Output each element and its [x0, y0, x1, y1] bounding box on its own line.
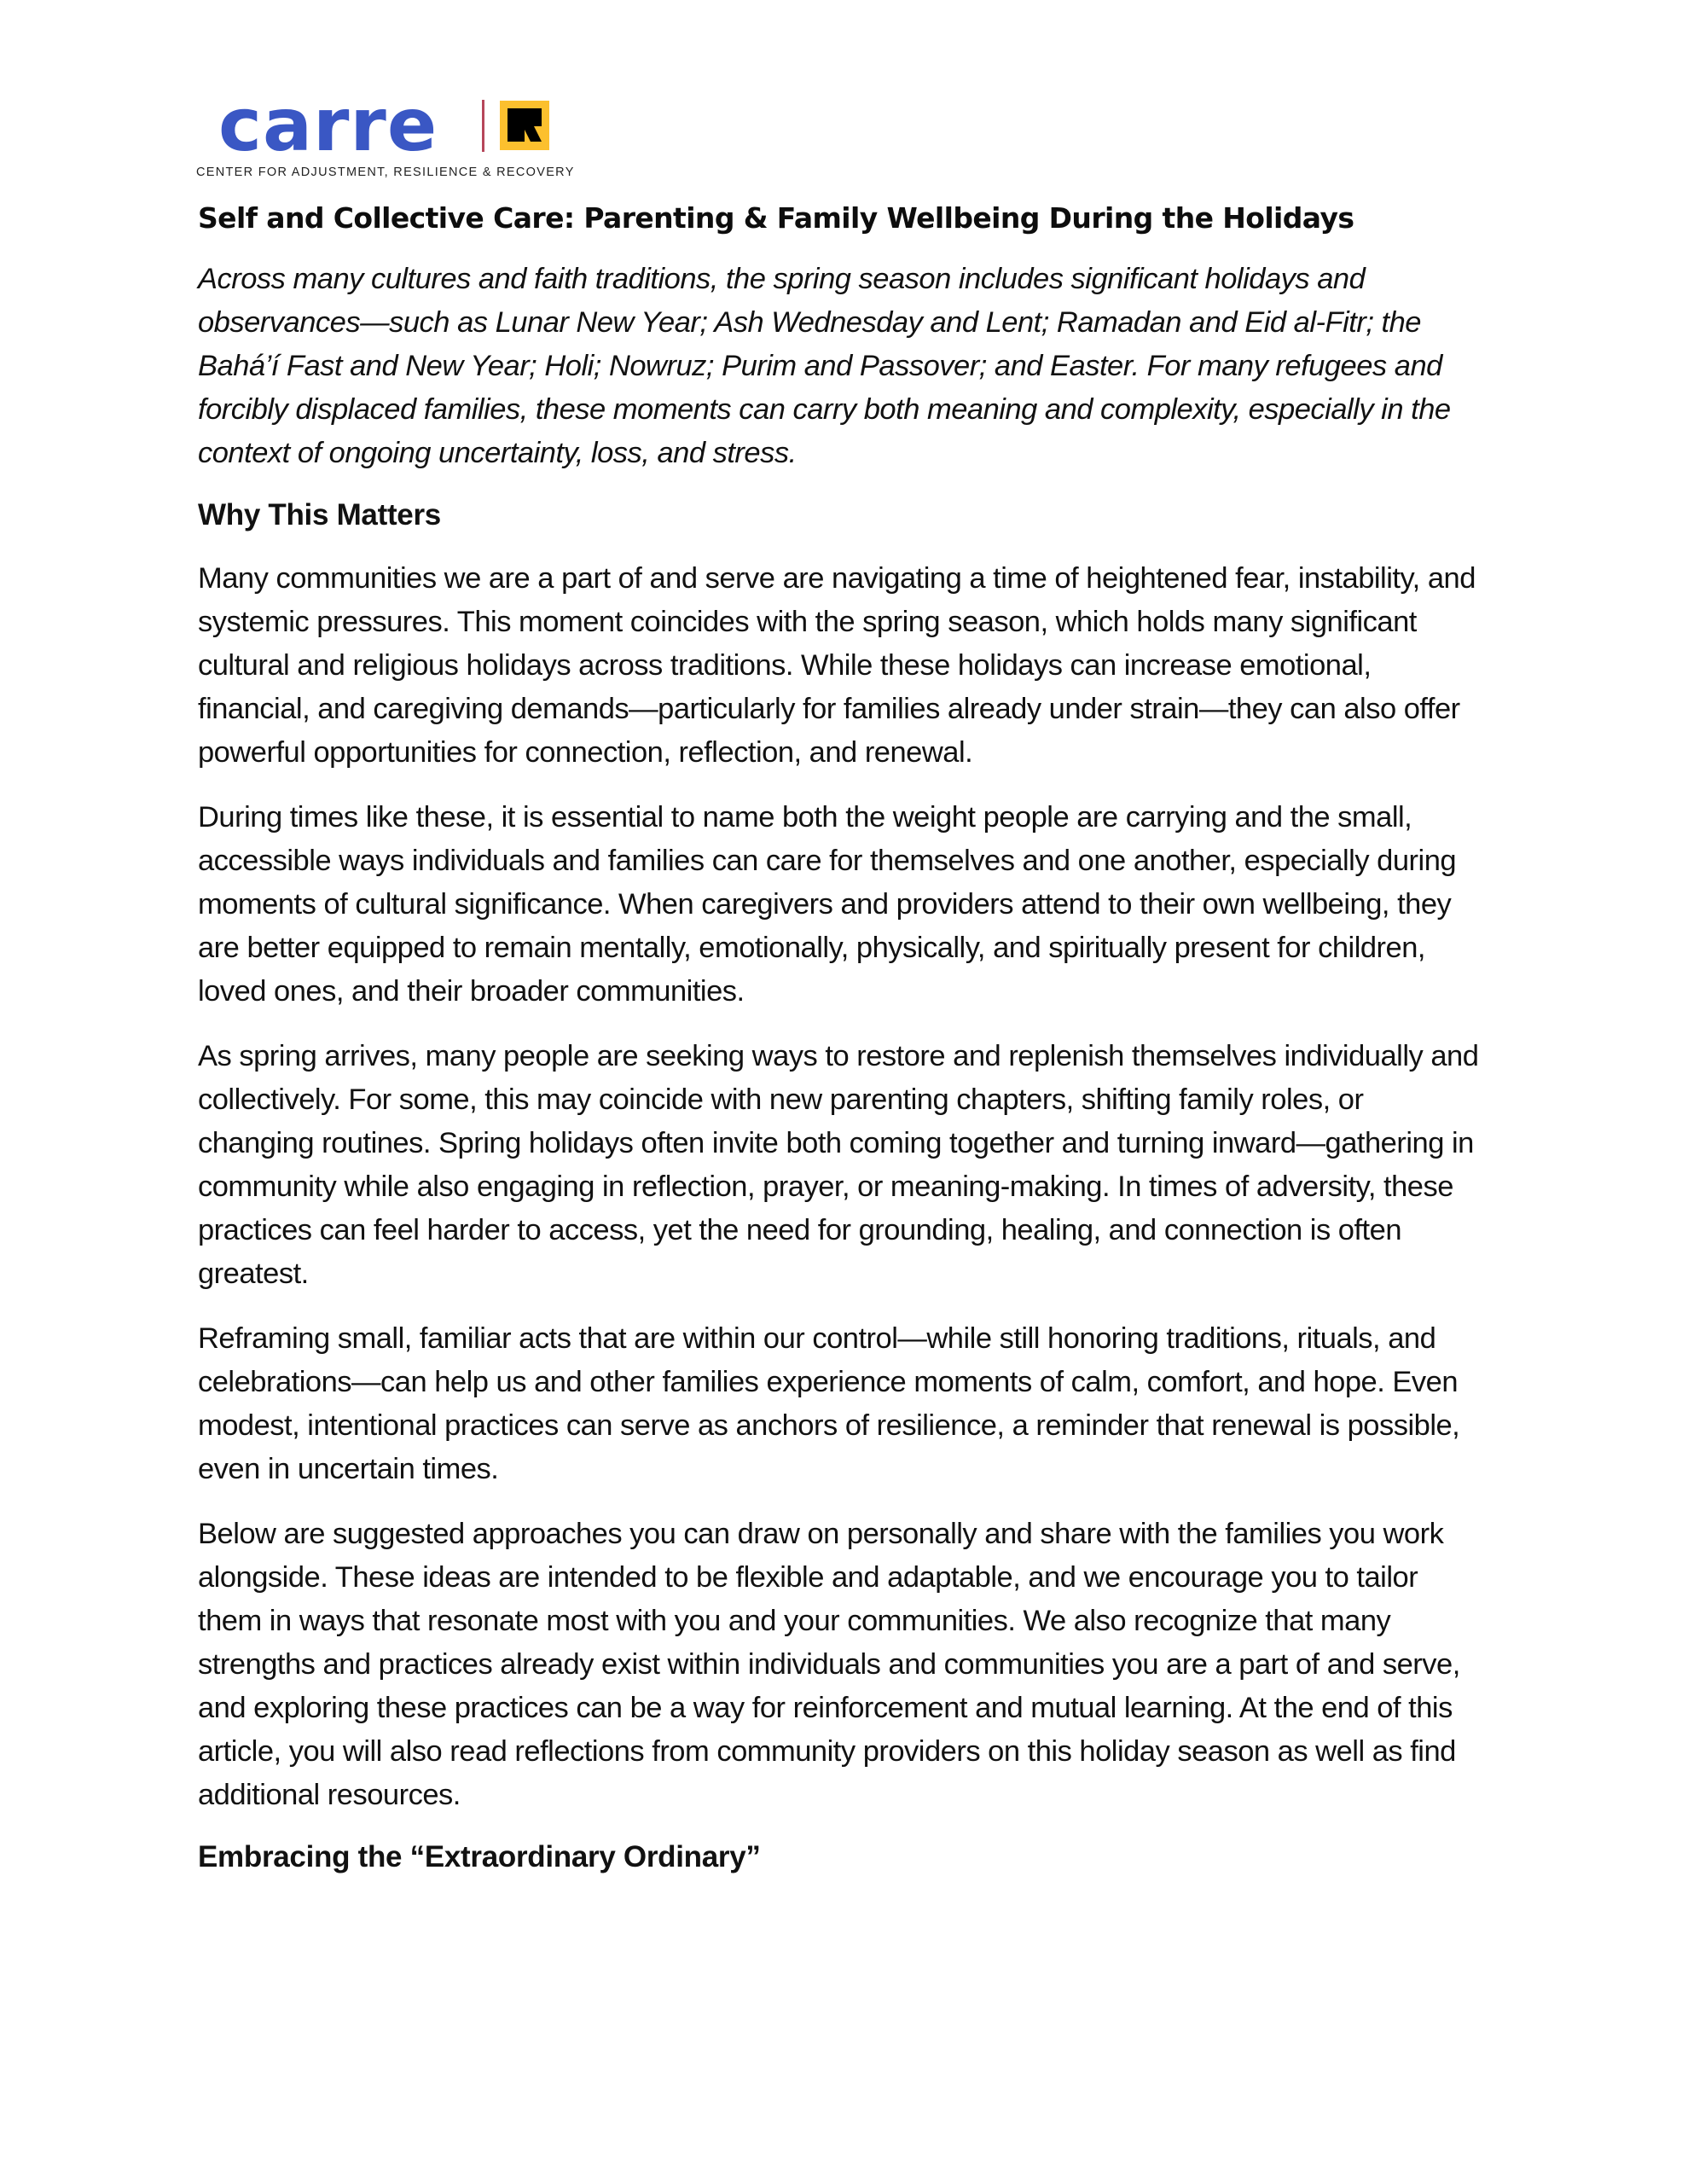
article-intro: Across many cultures and faith traditions, the spring season includes significant holidays and observances—such as Lunar New Year; Ash Wednesday and Lent; Ramadan and Eid al-Fitr; the Bahá’í Fast and New Year; Holi; Nowruz; Purim and Passover; and Easter. For many refugees and forcibly displaced families, these moments can carry both meaning and complexity, especially in the context of ongoing uncertainty, loss, and stress. — [198, 263, 1451, 469]
logo-wordmark: carre — [218, 83, 438, 168]
logo-divider — [482, 100, 484, 152]
logo-tagline: CENTER FOR ADJUSTMENT, RESILIENCE & RECOVERY — [196, 166, 575, 179]
article-title: Self and Collective Care: Parenting & Family Wellbeing During the Holidays — [198, 201, 1354, 235]
article — [198, 198, 1486, 1879]
body-paragraph: During times like these, it is essential to name both the weight people are carrying and the small, accessible ways individuals and families can care for themselves and one another, especially during moments of cultural significance. When caregivers and providers attend to their own wellbeing, they are better equipped to remain mentally, emotionally, physically, and spiritually present for children, loved ones, and their broader communities. — [198, 801, 1457, 1008]
section-heading-extraordinary-ordinary: Embracing the “Extraordinary Ordinary” — [198, 1840, 761, 1873]
carre-logo — [194, 83, 587, 186]
body-paragraph: Below are suggested approaches you can draw on personally and share with the families you work alongside. These ideas are intended to be flexible and adaptable, and we encourage you to tailor them in ways that resonate most with you and your communities. We also recognize that many strengths and practices already exist within individuals and communities you are a part of and serve, and exploring these practices can be a way for reinforcement and mutual learning. At the end of this article, you will also read reflections from community providers on this holiday season as well as find additional resources. — [198, 1518, 1460, 1811]
body-paragraph: Many communities we are a part of and serve are navigating a time of heightened fear, instability, and systemic pressures. This moment coincides with the spring season, which holds many significant cultural and religious holidays across traditions. While these holidays can increase emotional, financial, and caregiving demands—particularly for families already under strain—they can also offer powerful opportunities for connection, reflection, and renewal. — [198, 562, 1476, 769]
body-paragraph: Reframing small, familiar acts that are within our control—while still honoring traditions, rituals, and celebrations—can help us and other families experience moments of calm, comfort, and hope. Even modest, intentional practices can serve as anchors of resilience, a reminder that renewal is possible, even in uncertain times. — [198, 1322, 1460, 1485]
irc-arrow-mark-icon — [500, 101, 549, 150]
section-heading-why-this-matters: Why This Matters — [198, 498, 441, 531]
body-paragraph: As spring arrives, many people are seeking ways to restore and replenish themselves individually and collectively. For some, this may coincide with new parenting chapters, shifting family roles, or changing routines. Spring holidays often invite both coming together and turning inward—gathering in community while also engaging in reflection, prayer, or meaning-making. In times of adversity, these practices can feel harder to access, yet the need for grounding, healing, and connection is often greatest. — [198, 1040, 1479, 1290]
